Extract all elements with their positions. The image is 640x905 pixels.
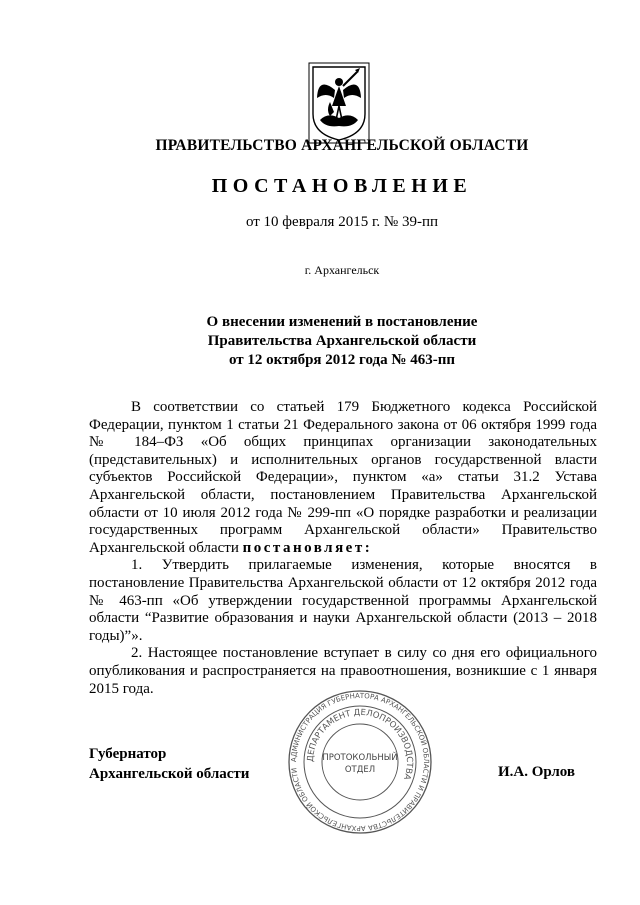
- item-2-paragraph: 2. Настоящее постановление вступает в силу со дня его официального опубликования и распространяется на правоотношения, возникшие с 1 января 2015 года.: [89, 645, 597, 697]
- subject-line-1: О внесении изменений в постановление: [206, 314, 478, 330]
- item-1-paragraph: 1. Утвердить прилагаемые изменения, которые вносятся в постановление Правительства Архангельской области от 12 октября 2012 года № 463-пп «Об утверждении государственной программы Архангельской области “Развитие образования и науки Архангельской области (2013 – 2018 годы)”».: [89, 557, 597, 644]
- signatory-position: [89, 744, 249, 784]
- official-stamp: [285, 690, 435, 835]
- stamp-inner-text: ДЕПАРТАМЕНТ ДЕЛОПРОИЗВОДСТВА: [305, 707, 415, 781]
- preamble-text: В соответствии со статьей 179 Бюджетного кодекса Российской Федерации, пунктом 1 статьи 21 Федерального закона от 06 октября 1999 года № 184–ФЗ «Об общих принципах организации законодательных (представительных) и исполнительных органов государственной власти субъектов Российской Федерации», пунктом «а» статьи 31.2 Устава Архангельской области, постановлением Правительства Архангельской области от 10 июля 2012 года № 299-пп «О порядке разработки и реализации государственных программ Архангельской области» Правительство Архангельской области: [89, 399, 597, 556]
- document-type-title: ПОСТАНОВЛЕНИЕ: [211, 175, 473, 197]
- decrees-keyword: постановляет:: [242, 539, 373, 556]
- signatory-name: И.А. Орлов: [498, 764, 576, 780]
- preamble-paragraph: [89, 399, 597, 557]
- stamp-center-line-1: ПРОТОКОЛЬНЫЙ: [322, 753, 398, 763]
- position-line-2: Архангельской области: [89, 766, 250, 782]
- position-line-1: Губернатор: [89, 746, 167, 762]
- decree-body: [89, 399, 597, 698]
- coat-of-arms-icon: [308, 62, 370, 144]
- decree-subject: [0, 313, 640, 370]
- stamp-center-line-2: ОТДЕЛ: [344, 765, 376, 775]
- stamp-outer-text: АДМИНИСТРАЦИЯ ГУБЕРНАТОРА АРХАНГЕЛЬСКОЙ ОБЛАСТИ И ПРАВИТЕЛЬСТВА АРХАНГЕЛЬСКОЙ ОБЛАСТИ: [289, 691, 431, 833]
- decree-date-number: от 10 февраля 2015 г. № 39-пп: [245, 214, 439, 230]
- subject-line-3: от 12 октября 2012 года № 463-пп: [228, 352, 455, 368]
- city-name: г. Архангельск: [304, 263, 380, 277]
- government-name: ПРАВИТЕЛЬСТВО АРХАНГЕЛЬСКОЙ ОБЛАСТИ: [155, 137, 529, 154]
- subject-line-2: Правительства Архангельской области: [207, 333, 477, 349]
